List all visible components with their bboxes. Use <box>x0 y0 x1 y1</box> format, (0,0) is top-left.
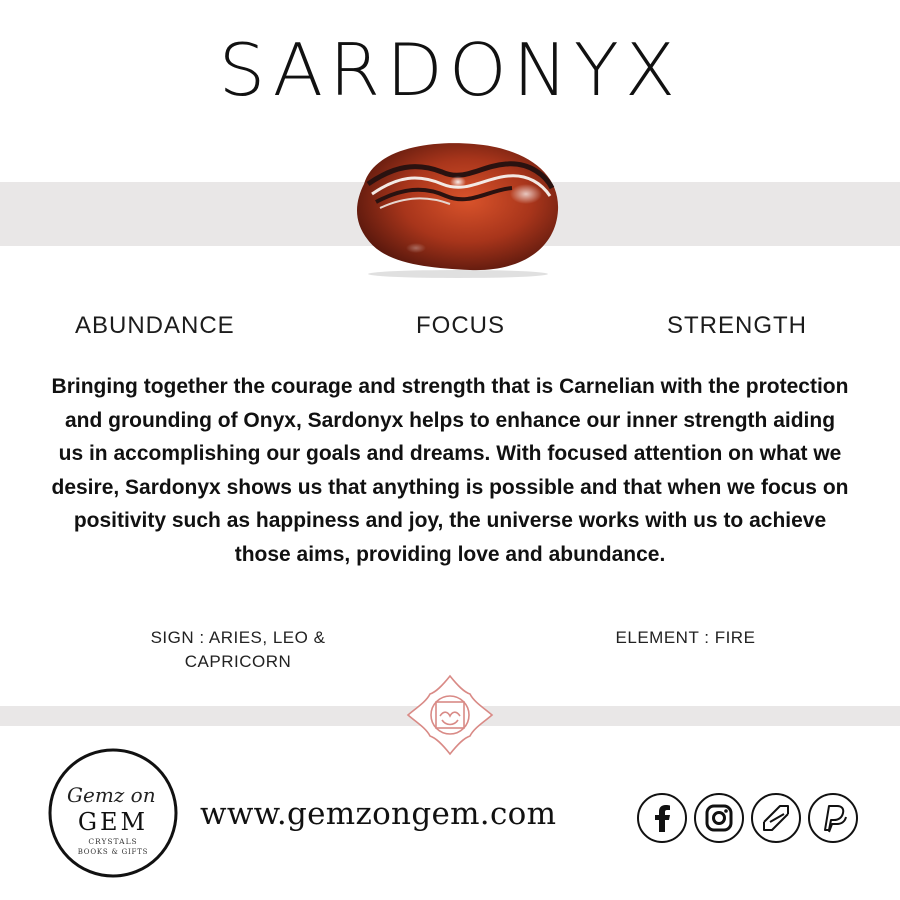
exchange-icon[interactable] <box>750 792 802 844</box>
element-label: ELEMENT : FIRE <box>615 628 756 647</box>
logo-name-text: GEM <box>77 808 149 836</box>
facebook-icon[interactable] <box>636 792 688 844</box>
sardonyx-stone-image <box>346 136 566 278</box>
paypal-icon[interactable] <box>807 792 859 844</box>
website-link[interactable]: www.gemzongem.com <box>200 796 557 832</box>
logo-script-text: Gemz on <box>67 783 156 807</box>
description-paragraph: Bringing together the courage and strength that is Carnelian with the protection and grounding of Onyx, Sardonyx helps to enhance our inner strength aiding us in accomplishing our goals and dreams. With focused attention on what we desire, Sardonyx shows us that anything is possible and that when we focus on positivity such as happiness and joy, the universe works with us to achieve those aims, providing love and abundance. <box>51 375 849 566</box>
sign-line-2: CAPRICORN <box>184 652 292 671</box>
root-chakra-icon <box>406 672 494 758</box>
sign-line-1: SIGN : ARIES, LEO & <box>150 628 326 647</box>
trait-strength: STRENGTH <box>667 312 807 339</box>
instagram-icon[interactable] <box>693 792 745 844</box>
logo-tagline-2: BOOKS & GIFTS <box>77 848 149 856</box>
trait-abundance: ABUNDANCE <box>75 312 235 339</box>
page-title: SARDONYX <box>218 28 682 112</box>
trait-focus: FOCUS <box>416 312 505 339</box>
logo-tagline-1: CRYSTALS <box>88 837 138 846</box>
gemz-on-gem-logo <box>45 746 181 880</box>
traits-row <box>0 312 900 344</box>
zodiac-sign <box>138 626 338 674</box>
